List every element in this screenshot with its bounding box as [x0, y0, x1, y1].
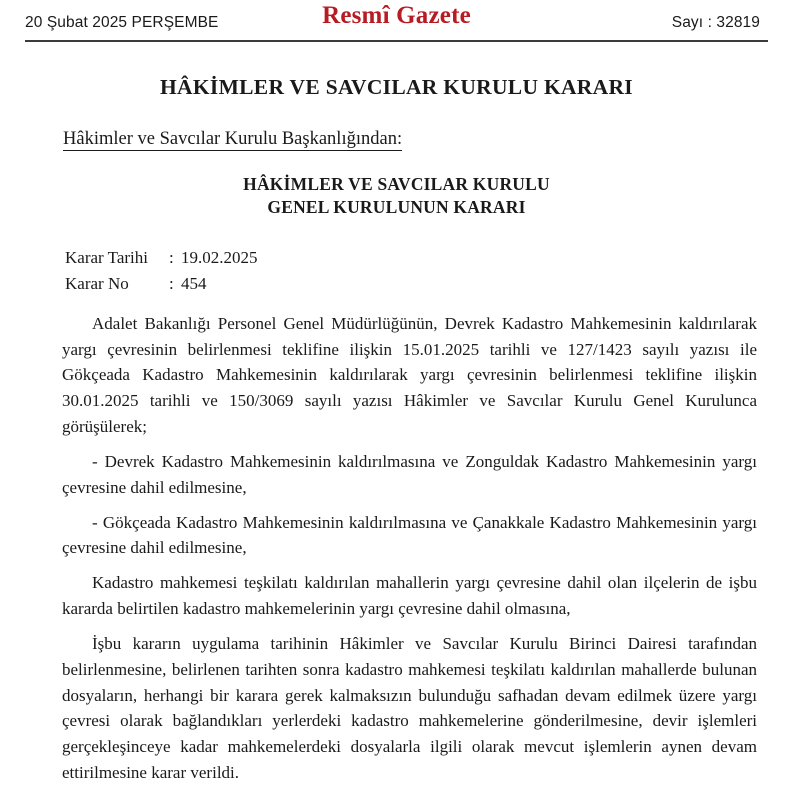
decision-paragraph: Adalet Bakanlığı Personel Genel Müdürlüğünün, Devrek Kadastro Mahkemesinin kaldırılarak yargı çevresinin belirlenmesi teklifine ilişkin 15.01.2025 tarihli ve 127/1423 sayılı yazısı ile Gökçeada Kadastro Mahkemesinin kaldırılarak yargı çevresinin belirlenmesi teklifine ilişkin 30.01.2025 tarihli ve 150/3069 sayılı yazısı Hâkimler ve Savcılar Kurulu Genel Kurulunca görüşülerek; [62, 313, 757, 437]
decision-number-value: 454 [181, 274, 207, 294]
issuing-authority-label: Hâkimler ve Savcılar Kurulu Başkanlığından: [63, 128, 403, 149]
decision-paragraph: Kadastro mahkemesi teşkilatı kaldırılan mahallerin yargı çevresine dahil olan ilçelerin de işbu kararda belirtilen kadastro mahkemelerinin yargı çevresine dahil olmasına, [62, 573, 757, 619]
decision-date-value: 19.02.2025 [181, 248, 258, 268]
decision-paragraph: İşbu kararın uygulama tarihinin Hâkimler ve Savcılar Kurulu Birinci Dairesi tarafından belirlenmesine, belirlenen tarihten sonra kadastro mahkemesi teşkilatı kaldırılan mahallerde bulunan dosyaların, herhangi bir karara gerek kalmaksızın bulunduğu safhadan devam edilmek üzere yargı çevresi olarak bağlandıkları yerlerdeki kadastro mahkemelerine gönderilmesine, devir işlemleri gerçekleşinceye kadar mahkemelerdeki dosyalarla ilgili olarak mevcut işlemlerin aynen devam ettirilmesine karar verildi. [62, 633, 757, 783]
gazette-masthead [0, 0, 793, 40]
decision-subtitle-line-2: GENEL KURULUNUN KARARI [267, 197, 526, 218]
decision-date-separator: : [169, 248, 174, 268]
decision-subtitle-line-1: HÂKİMLER VE SAVCILAR KURULU [243, 173, 550, 194]
decision-title: HÂKİMLER VE SAVCILAR KURULU KARARI [160, 75, 633, 99]
decision-date-label: Karar Tarihi [65, 248, 148, 268]
decision-subtitle [35, 173, 758, 219]
decision-paragraph: - Devrek Kadastro Mahkemesinin kaldırılmasına ve Zonguldak Kadastro Mahkemesinin yargı çevresine dahil edilmesine, [62, 451, 757, 497]
document-body [0, 74, 793, 786]
decision-paragraph: - Gökçeada Kadastro Mahkemesinin kaldırılmasına ve Çanakkale Kadastro Mahkemesinin yargı çevresine dahil edilmesine, [62, 512, 757, 558]
decision-date-row [65, 245, 758, 271]
issue-number: Sayı : 32819 [671, 14, 760, 31]
masthead-divider [25, 40, 768, 42]
issuing-authority [63, 127, 758, 151]
decision-number-row [65, 271, 758, 297]
decision-metadata [65, 245, 758, 298]
decision-number-separator: : [169, 274, 174, 294]
gazette-title: Resmî Gazete [322, 2, 471, 29]
publication-date: 20 Şubat 2025 PERŞEMBE [25, 14, 219, 31]
decision-number-label: Karar No [65, 274, 129, 294]
